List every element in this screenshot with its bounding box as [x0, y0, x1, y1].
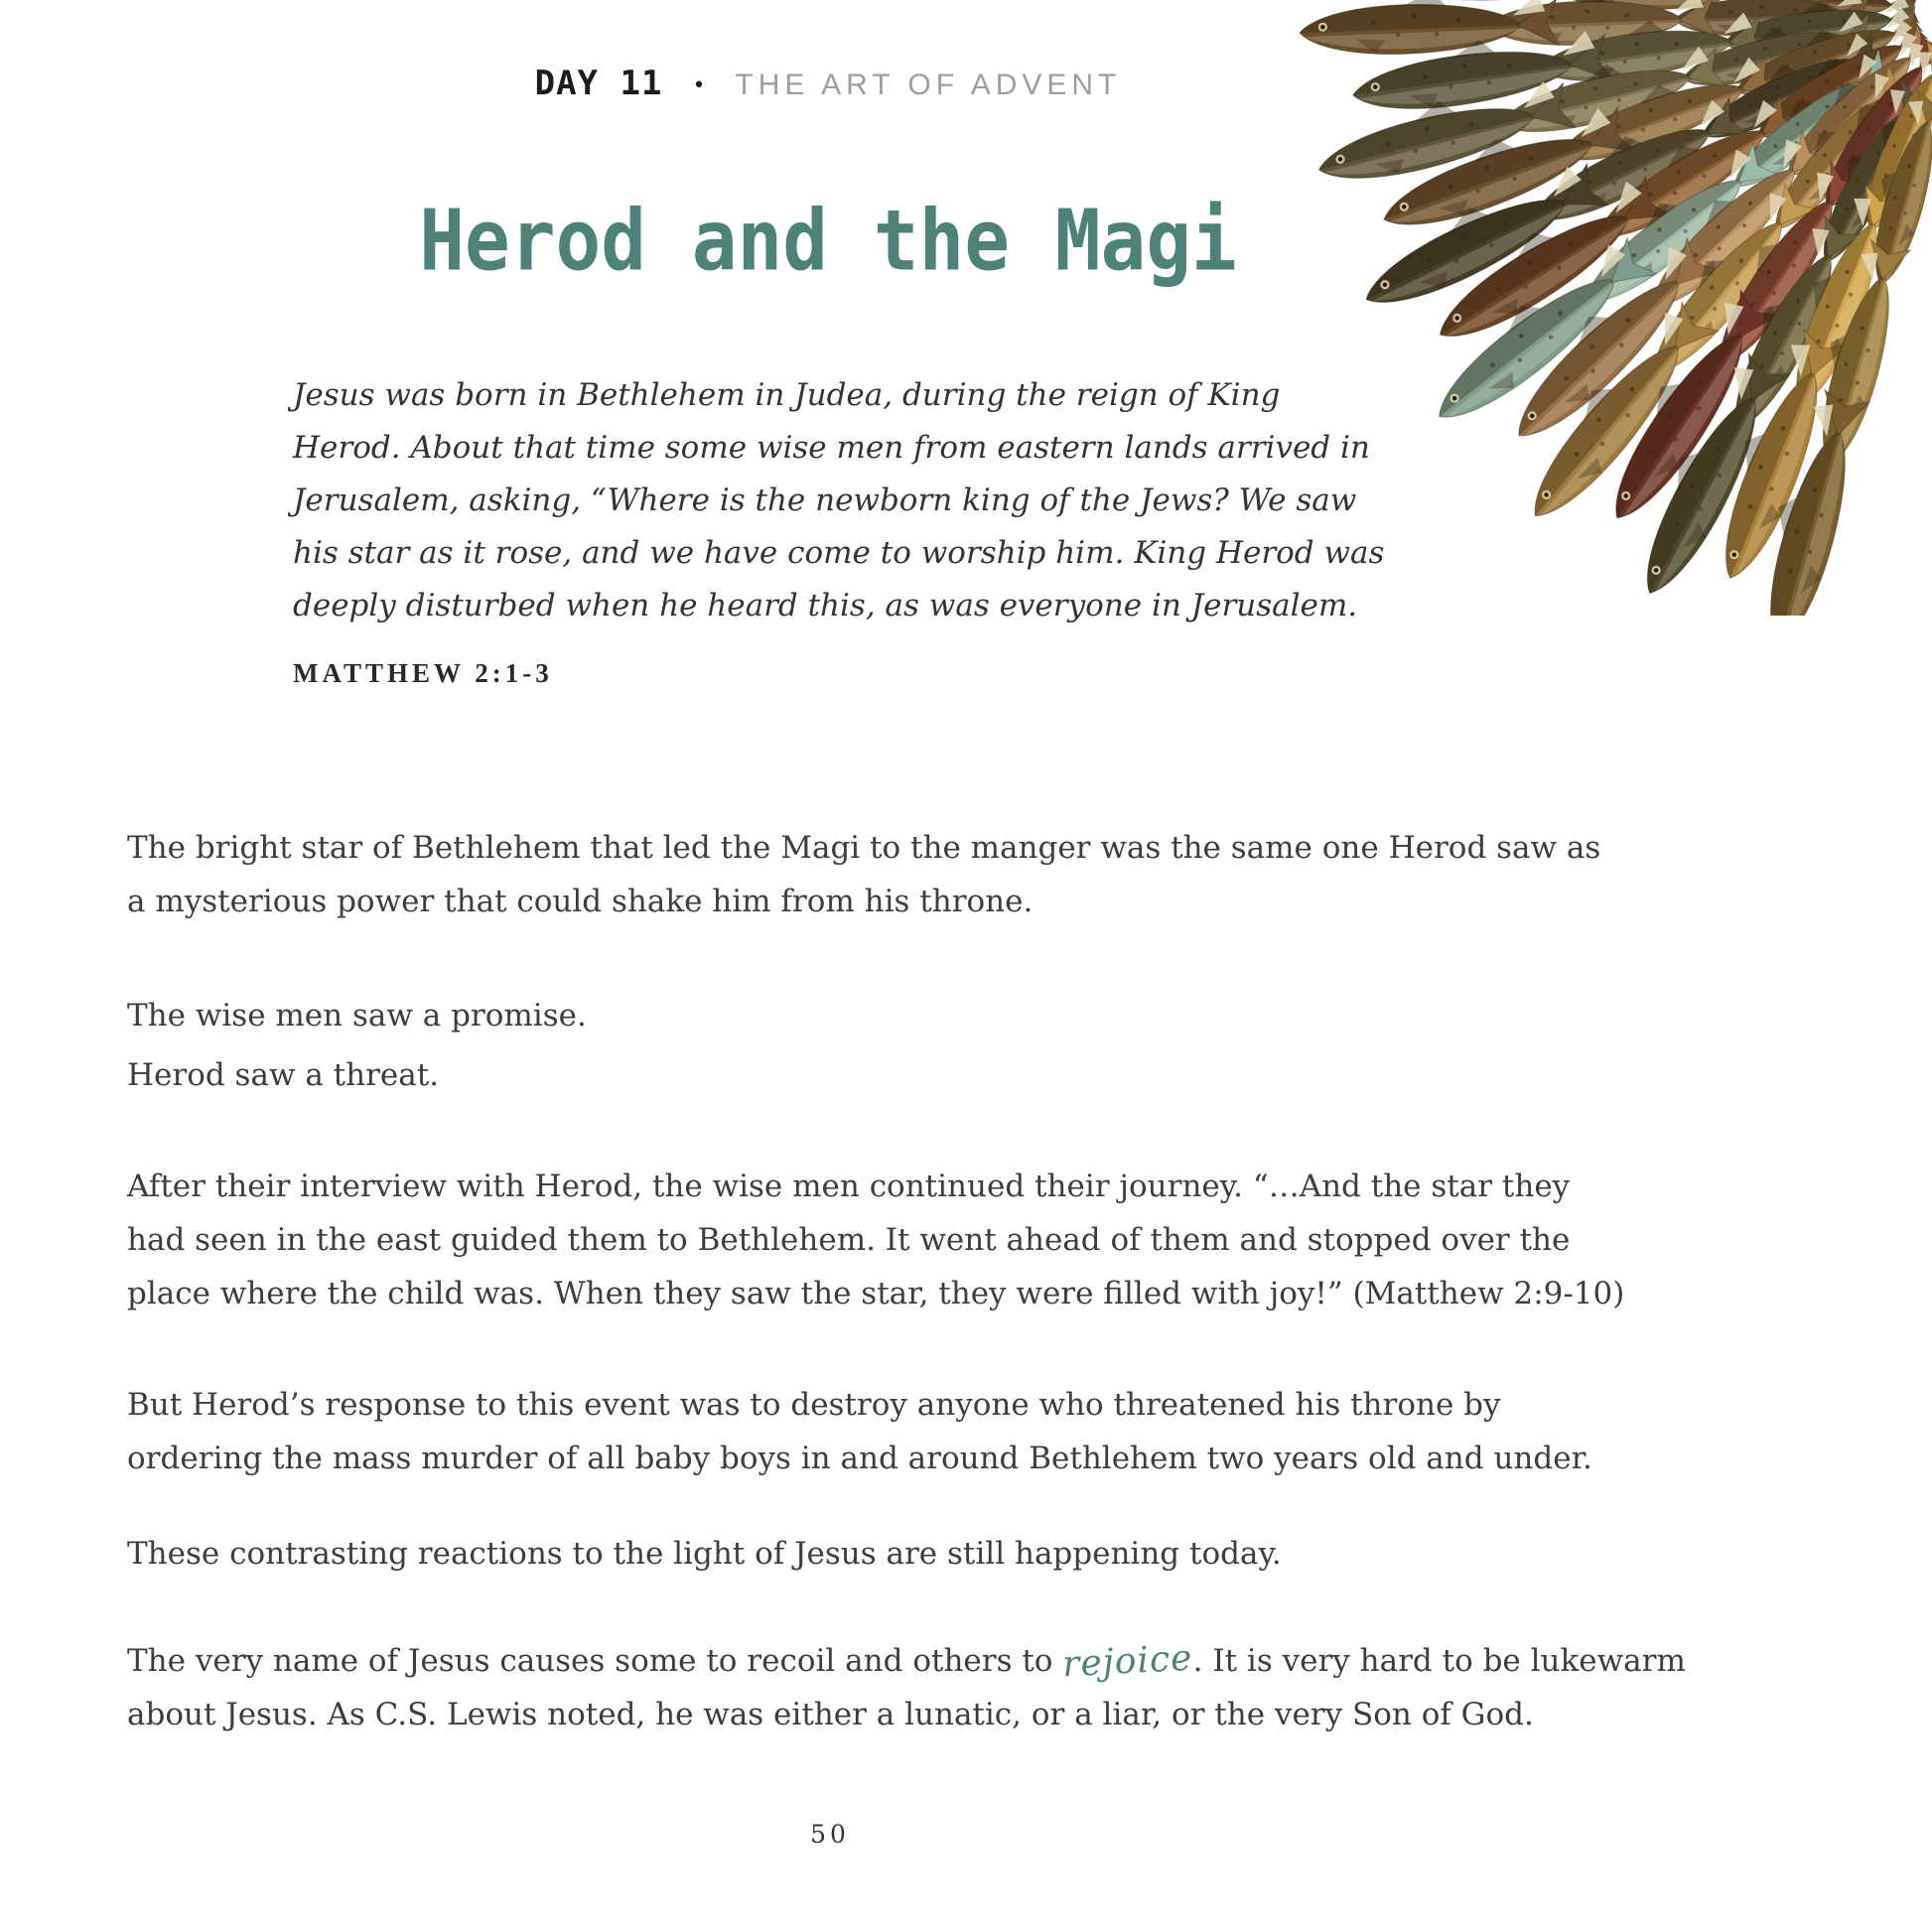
paragraph-line: These contrasting reactions to the light of Jesus are still happening today.: [127, 1536, 1282, 1572]
quote-line: Herod. About that time some wise men from eastern lands arrived in: [293, 430, 1370, 466]
page-number-wrap: [0, 1820, 1660, 1849]
rejoice-script-word: rejoice: [1061, 1637, 1194, 1686]
final-line-before: The very name of Jesus causes some to recoil and others to: [127, 1643, 1063, 1679]
body-paragraph: [127, 1048, 439, 1102]
quote-line: Jerusalem, asking, “Where is the newborn king of the Jews? We saw: [293, 483, 1357, 518]
page-header: [0, 64, 1656, 103]
header-separator-dot: •: [692, 73, 706, 98]
paragraph-line: [127, 1633, 1686, 1688]
body-paragraph: [127, 1527, 1282, 1581]
body-paragraph: [127, 1160, 1624, 1320]
paragraph-line: Herod saw a threat.: [127, 1057, 440, 1093]
paragraph-line: a mysterious power that could shake him from his throne.: [127, 884, 1034, 919]
paragraph-line: about Jesus. As C.S. Lewis noted, he was either a lunatic, or a liar, or the very Son of God.: [127, 1697, 1534, 1732]
paragraph-line: place where the child was. When they saw the star, they were filled with joy!” (Matthew 2:9-10): [127, 1276, 1625, 1311]
book-title: THE ART OF ADVENT: [735, 69, 1122, 101]
scripture-reference: MATTHEW 2:1-3: [293, 658, 553, 688]
quote-line: deeply disturbed when he heard this, as was everyone in Jerusalem.: [293, 588, 1358, 623]
paragraph-line: The bright star of Bethlehem that led the Magi to the manger was the same one Herod saw as: [127, 830, 1601, 866]
final-line-after: . It is very hard to be lukewarm: [1192, 1643, 1686, 1679]
day-label: DAY 11: [534, 64, 663, 103]
paragraph-line: ordering the mass murder of all baby boys in and around Bethlehem two years old and under.: [127, 1441, 1592, 1476]
body-paragraph: [127, 989, 587, 1042]
body-paragraph: [127, 1633, 1686, 1741]
paragraph-line: But Herod’s response to this event was to destroy anyone who threatened his throne by: [127, 1387, 1501, 1423]
chapter-title: Herod and the Magi: [419, 191, 1237, 290]
quote-line: Jesus was born in Bethlehem in Judea, during the reign of King: [293, 377, 1281, 413]
scripture-quote: [293, 369, 1384, 689]
body-paragraph: [127, 1378, 1592, 1485]
paragraph-line: The wise men saw a promise.: [127, 998, 587, 1034]
page-number: 50: [810, 1820, 850, 1849]
chapter-title-wrap: [0, 191, 1656, 290]
quote-line: his star as it rose, and we have come to worship him. King Herod was: [293, 535, 1385, 571]
paragraph-line: After their interview with Herod, the wise men continued their journey. “…And the star they: [127, 1169, 1571, 1204]
paragraph-line: had seen in the east guided them to Bethlehem. It went ahead of them and stopped over the: [127, 1222, 1571, 1258]
body-paragraph: [127, 821, 1600, 928]
